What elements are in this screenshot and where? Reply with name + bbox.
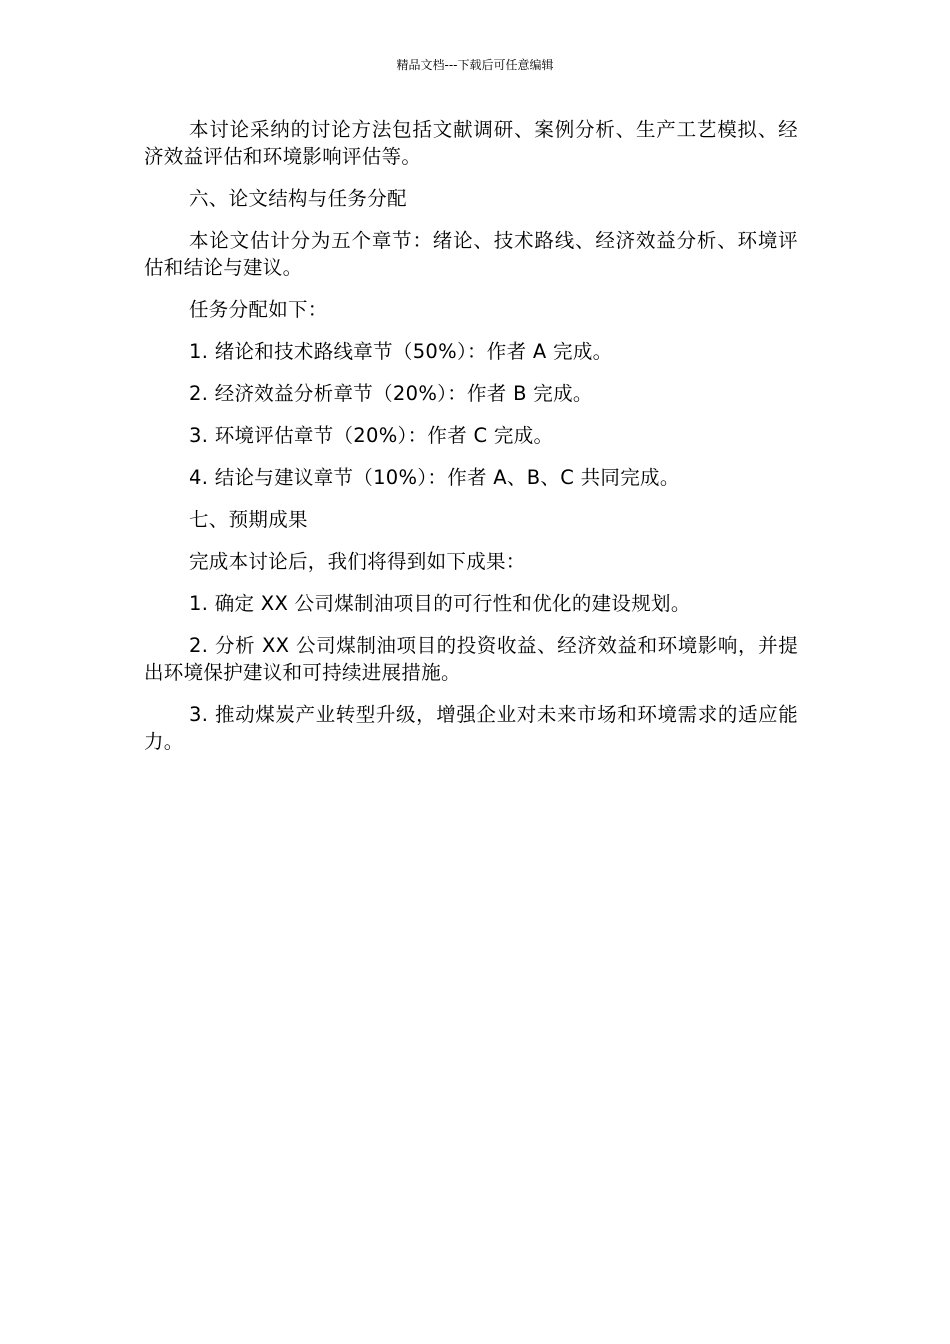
outcome-item-1: 1. 确定 XX 公司煤制油项目的可行性和优化的建设规划。: [189, 592, 691, 615]
paragraph-task-intro: 任务分配如下：: [189, 298, 328, 321]
task-item-4: 4. 结论与建议章节（10%）：作者 A、B、C 共同完成。: [189, 466, 680, 489]
task-item-3: 3. 环境评估章节（20%）：作者 C 完成。: [189, 424, 554, 447]
task-item-1: 1. 绪论和技术路线章节（50%）：作者 A 完成。: [189, 340, 613, 363]
section-heading-outcomes: 七、预期成果: [189, 508, 308, 531]
paragraph-chapters: 本论文估计分为五个章节：绪论、技术路线、经济效益分析、环境评估和结论与建议。: [144, 229, 798, 279]
document-body: [144, 116, 798, 770]
paragraph-methods: 本讨论采纳的讨论方法包括文献调研、案例分析、生产工艺模拟、经济效益评估和环境影响评估等。: [144, 118, 798, 168]
section-heading-structure: 六、论文结构与任务分配: [189, 187, 407, 210]
page-header: 精品文档---下载后可任意编辑: [396, 58, 554, 72]
outcome-item-2: 2. 分析 XX 公司煤制油项目的投资收益、经济效益和环境影响，并提出环境保护建议和可持续进展措施。: [144, 634, 798, 684]
outcome-item-3: 3. 推动煤炭产业转型升级，增强企业对未来市场和环境需求的适应能力。: [144, 703, 798, 753]
task-item-2: 2. 经济效益分析章节（20%）：作者 B 完成。: [189, 382, 593, 405]
paragraph-outcomes-intro: 完成本讨论后，我们将得到如下成果：: [189, 550, 526, 573]
